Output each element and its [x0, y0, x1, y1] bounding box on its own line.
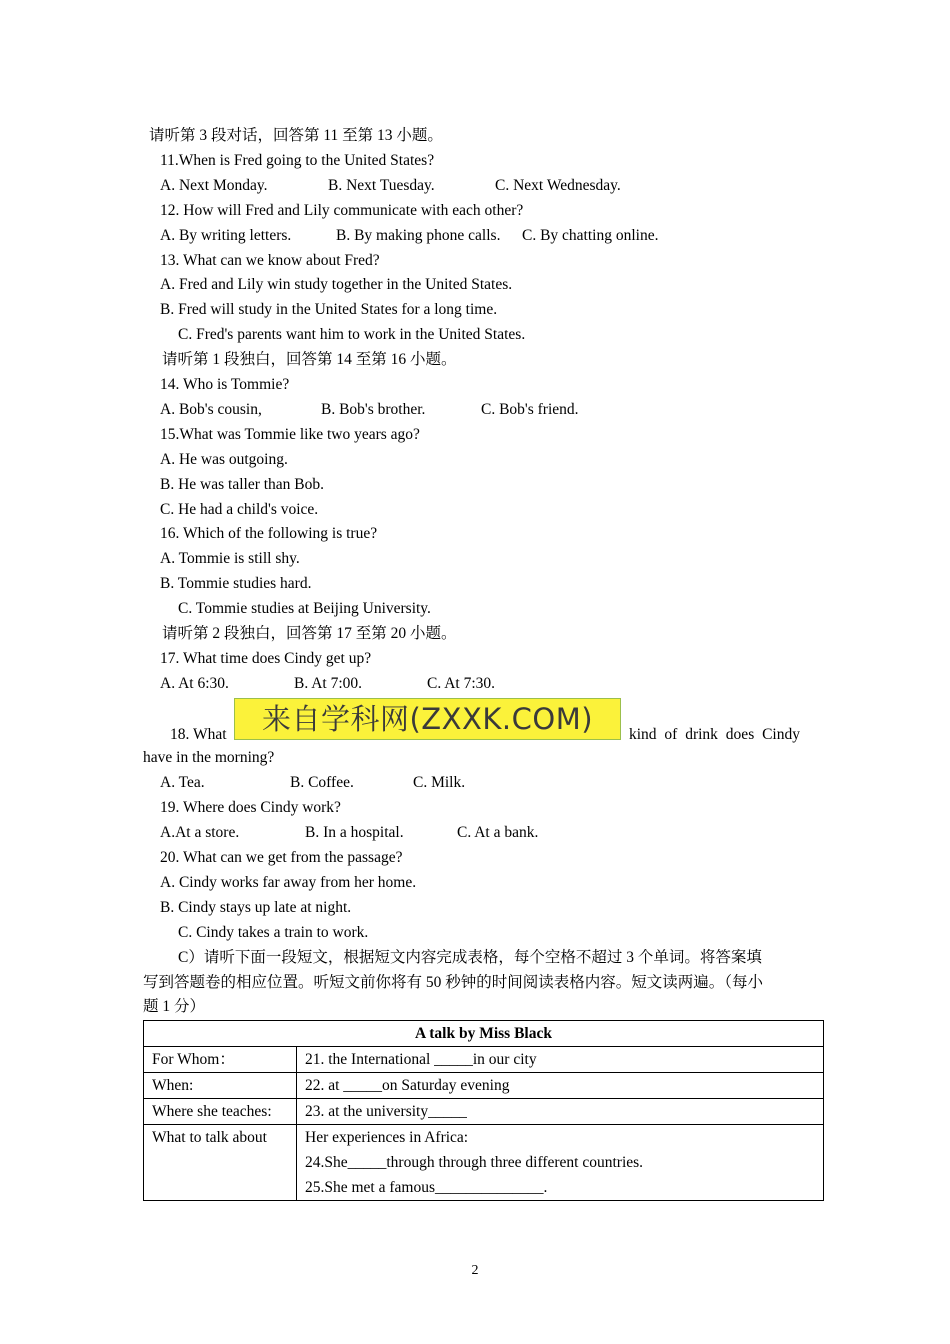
table-value-line: Her experiences in Africa: [305, 1129, 469, 1146]
table-row-label: For Whom： [144, 1047, 297, 1073]
question-19: 19. Where does Cindy work? [160, 799, 341, 816]
q19-option-c: C. At a bank. [457, 824, 539, 841]
q17-option-a: A. At 6:30. [160, 675, 229, 692]
q15-option-c: C. He had a child's voice. [160, 501, 319, 518]
table-row-label: What to talk about [144, 1125, 297, 1201]
table-row-value [297, 1125, 824, 1201]
table-row-value: 23. at the university_____ [297, 1099, 824, 1125]
q16-option-c: C. Tommie studies at Beijing University. [178, 600, 431, 617]
q12-option-a: A. By writing letters. [160, 227, 292, 244]
table-row [144, 1099, 824, 1125]
q11-option-b: B. Next Tuesday. [328, 177, 435, 194]
table-row-value: 22. at _____on Saturday evening [297, 1073, 824, 1099]
watermark-logo: 来自学科网(ZXXK.COM) [234, 698, 621, 740]
q16-option-b: B. Tommie studies hard. [160, 575, 312, 592]
table-row [144, 1125, 824, 1201]
q17-option-c: C. At 7:30. [427, 675, 496, 692]
table-row-label: Where she teaches: [144, 1099, 297, 1125]
q20-option-a: A. Cindy works far away from her home. [160, 874, 417, 891]
question-20: 20. What can we get from the passage? [160, 849, 403, 866]
talk-info-table [143, 1020, 824, 1201]
table-value-line: 24.She_____through through three different countries. [305, 1154, 644, 1171]
section-heading-monologue-1: 请听第 1 段独白，回答第 14 至第 16 小题。 [162, 351, 457, 368]
q16-option-a: A. Tommie is still shy. [160, 550, 300, 567]
page-number: 2 [471, 1263, 479, 1278]
section-c-instruction-line-3: 题 1 分） [143, 998, 206, 1015]
q15-option-b: B. He was taller than Bob. [160, 476, 325, 493]
table-row [144, 1073, 824, 1099]
question-13: 13. What can we know about Fred? [160, 252, 380, 269]
q14-option-a: A. Bob's cousin, [160, 401, 262, 418]
q13-option-b: B. Fred will study in the United States for a long time. [160, 301, 498, 318]
q14-option-c: C. Bob's friend. [481, 401, 579, 418]
section-heading-dialogue-3: 请听第 3 段对话，回答第 11 至第 13 小题。 [149, 127, 443, 144]
question-12: 12. How will Fred and Lily communicate with each other? [160, 202, 524, 219]
question-14: 14. Who is Tommie? [160, 376, 290, 393]
question-18-start: 18. What [170, 726, 227, 743]
q11-option-a: A. Next Monday. [160, 177, 268, 194]
section-heading-monologue-2: 请听第 2 段独白，回答第 17 至第 20 小题。 [162, 625, 457, 642]
table-title: A talk by Miss Black [144, 1021, 824, 1047]
question-18-continuation: have in the morning? [143, 749, 275, 766]
q18-option-a: A. Tea. [160, 774, 205, 791]
section-c-instruction-line-1: C）请听下面一段短文，根据短文内容完成表格，每个空格不超过 3 个单词。将答案填 [178, 949, 762, 966]
question-18-end: kind of drink does Cindy [629, 726, 800, 743]
q12-option-b: B. By making phone calls. [336, 227, 501, 244]
q13-option-c: C. Fred's parents want him to work in the United States. [178, 326, 526, 343]
question-17: 17. What time does Cindy get up? [160, 650, 372, 667]
table-value-line: 25.She met a famous______________. [305, 1179, 548, 1196]
q14-option-b: B. Bob's brother. [321, 401, 426, 418]
table-row-value: 21. the International _____in our city [297, 1047, 824, 1073]
q18-option-c: C. Milk. [413, 774, 466, 791]
question-15: 15.What was Tommie like two years ago? [160, 426, 420, 443]
q19-option-a: A.At a store. [160, 824, 240, 841]
table-row [144, 1047, 824, 1073]
section-c-instruction-line-2: 写到答题卷的相应位置。听短文前你将有 50 秒钟的时间阅读表格内容。短文读两遍。（每小 [143, 974, 764, 991]
q20-option-c: C. Cindy takes a train to work. [178, 924, 369, 941]
table-row-label: When: [144, 1073, 297, 1099]
table-title-row [144, 1021, 824, 1047]
q11-option-c: C. Next Wednesday. [495, 177, 621, 194]
q17-option-b: B. At 7:00. [294, 675, 363, 692]
q12-option-c: C. By chatting online. [522, 227, 659, 244]
question-11: 11.When is Fred going to the United States? [160, 152, 435, 169]
q20-option-b: B. Cindy stays up late at night. [160, 899, 352, 916]
q15-option-a: A. He was outgoing. [160, 451, 288, 468]
question-16: 16. Which of the following is true? [160, 525, 378, 542]
q19-option-b: B. In a hospital. [305, 824, 404, 841]
q13-option-a: A. Fred and Lily win study together in the United States. [160, 276, 513, 293]
q18-option-b: B. Coffee. [290, 774, 354, 791]
